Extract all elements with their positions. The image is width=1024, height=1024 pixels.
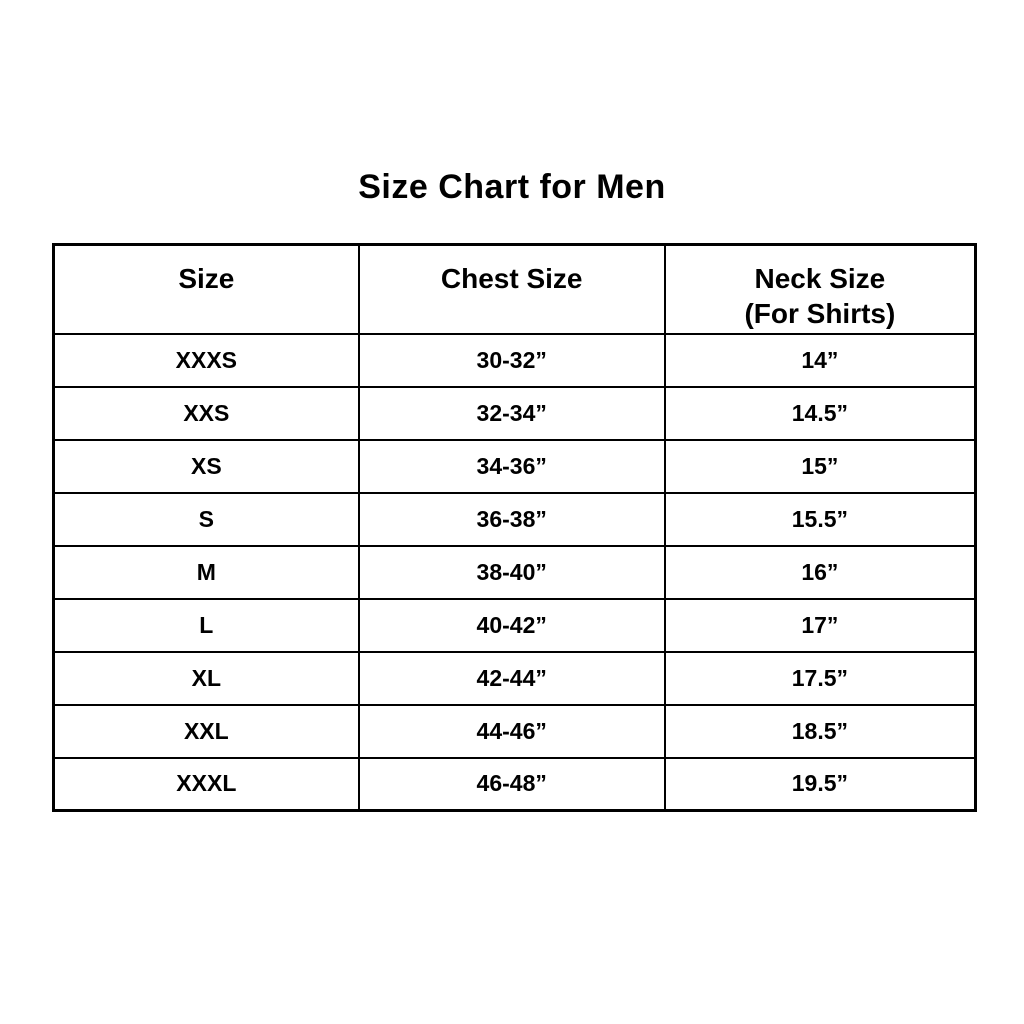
table-row bbox=[54, 758, 976, 811]
column-header-chest bbox=[359, 245, 665, 334]
table-row bbox=[54, 387, 976, 440]
column-header-sublabel: (For Shirts) bbox=[744, 298, 896, 329]
table-cell: 16” bbox=[665, 546, 976, 599]
column-header-neck bbox=[665, 245, 976, 334]
table-row bbox=[54, 546, 976, 599]
size-chart-table bbox=[52, 243, 977, 812]
table-row bbox=[54, 440, 976, 493]
table-row bbox=[54, 599, 976, 652]
table-row bbox=[54, 705, 976, 758]
table-cell: 19.5” bbox=[665, 758, 976, 811]
column-header-label: Chest Size bbox=[440, 263, 583, 294]
table-cell: 36-38” bbox=[359, 493, 665, 546]
table-cell: 18.5” bbox=[665, 705, 976, 758]
table-cell: 40-42” bbox=[359, 599, 665, 652]
table-cell: XXXL bbox=[54, 758, 359, 811]
column-header-label: Neck Size bbox=[754, 263, 886, 294]
table-row bbox=[54, 334, 976, 387]
table-cell: 30-32” bbox=[359, 334, 665, 387]
table-cell: 38-40” bbox=[359, 546, 665, 599]
table-cell: L bbox=[54, 599, 359, 652]
table-cell: XXXS bbox=[54, 334, 359, 387]
table-cell: XS bbox=[54, 440, 359, 493]
header-row bbox=[54, 245, 976, 334]
table-cell: 34-36” bbox=[359, 440, 665, 493]
table-cell: XL bbox=[54, 652, 359, 705]
table-cell: 14” bbox=[665, 334, 976, 387]
table-cell: XXL bbox=[54, 705, 359, 758]
table-row bbox=[54, 652, 976, 705]
table-cell: XXS bbox=[54, 387, 359, 440]
column-header-size bbox=[54, 245, 359, 334]
table-cell: 15.5” bbox=[665, 493, 976, 546]
table-cell: 42-44” bbox=[359, 652, 665, 705]
table-body bbox=[54, 334, 976, 811]
table-row bbox=[54, 493, 976, 546]
page-title: Size Chart for Men bbox=[358, 168, 666, 206]
table-cell: 17” bbox=[665, 599, 976, 652]
table-cell: 46-48” bbox=[359, 758, 665, 811]
table-cell: 14.5” bbox=[665, 387, 976, 440]
table-cell: 15” bbox=[665, 440, 976, 493]
table-cell: 17.5” bbox=[665, 652, 976, 705]
table-cell: S bbox=[54, 493, 359, 546]
table-cell: M bbox=[54, 546, 359, 599]
table-cell: 44-46” bbox=[359, 705, 665, 758]
column-header-label: Size bbox=[178, 263, 235, 294]
table-cell: 32-34” bbox=[359, 387, 665, 440]
table-header bbox=[54, 245, 976, 334]
